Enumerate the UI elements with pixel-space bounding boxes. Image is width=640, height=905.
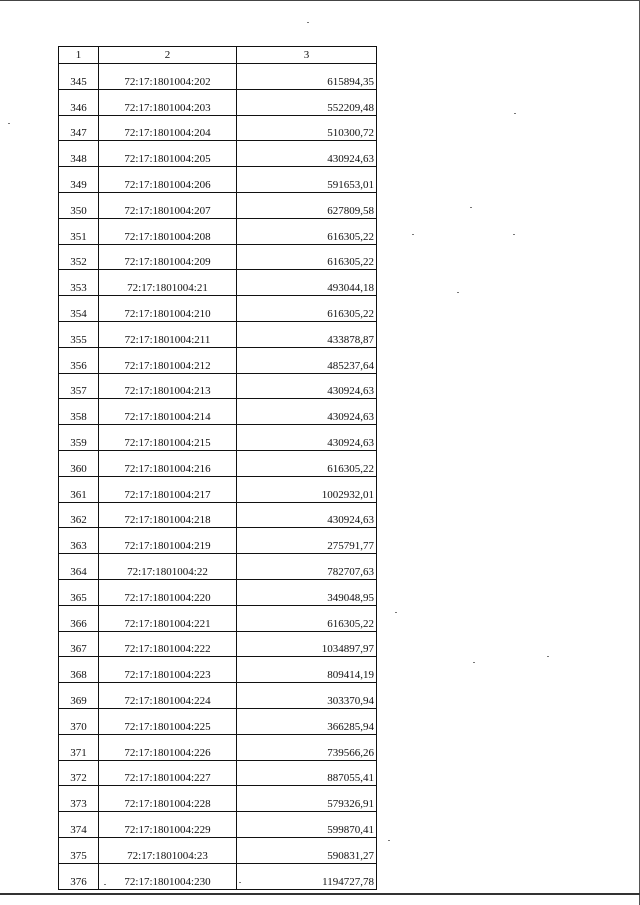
cadastral-value: 303370,94 <box>237 683 377 709</box>
scan-speck <box>388 840 390 841</box>
cadastral-value: 616305,22 <box>237 244 377 270</box>
table-row <box>59 812 377 838</box>
row-number: 360 <box>59 450 99 476</box>
scan-speck <box>395 612 397 613</box>
table-row <box>59 554 377 580</box>
cadastral-value: 782707,63 <box>237 554 377 580</box>
table-row <box>59 64 377 90</box>
cadastral-number: 72:17:1801004:210 <box>99 296 237 322</box>
table-row <box>59 347 377 373</box>
cadastral-number: 72:17:1801004:205 <box>99 141 237 167</box>
table-row <box>59 760 377 786</box>
cadastral-number: 72:17:1801004:23 <box>99 837 237 863</box>
row-number: 353 <box>59 270 99 296</box>
cadastral-value: 599870,41 <box>237 812 377 838</box>
cadastral-number: 72:17:1801004:21 <box>99 270 237 296</box>
row-number: 345 <box>59 64 99 90</box>
row-number: 364 <box>59 554 99 580</box>
cadastral-value: 591653,01 <box>237 167 377 193</box>
row-number: 361 <box>59 476 99 502</box>
column-header-1: 1 <box>59 47 99 64</box>
row-number: 371 <box>59 734 99 760</box>
row-number: 347 <box>59 115 99 141</box>
row-number: 374 <box>59 812 99 838</box>
cadastral-number: 72:17:1801004:211 <box>99 321 237 347</box>
cadastral-value: 349048,95 <box>237 579 377 605</box>
row-number: 373 <box>59 786 99 812</box>
cadastral-value: 809414,19 <box>237 657 377 683</box>
cadastral-value: 590831,27 <box>237 837 377 863</box>
cadastral-value: 430924,63 <box>237 373 377 399</box>
row-number: 362 <box>59 502 99 528</box>
scan-edge-top <box>0 0 640 1</box>
cadastral-number: 72:17:1801004:207 <box>99 192 237 218</box>
cadastral-value: 616305,22 <box>237 605 377 631</box>
scan-speck <box>457 292 459 293</box>
table-row <box>59 425 377 451</box>
row-number: 356 <box>59 347 99 373</box>
cadastral-value: 1034897,97 <box>237 631 377 657</box>
scan-speck <box>470 207 472 208</box>
table-row <box>59 683 377 709</box>
scan-speck <box>513 234 515 235</box>
row-number: 368 <box>59 657 99 683</box>
table-row <box>59 631 377 657</box>
cadastral-value: 366285,94 <box>237 708 377 734</box>
table-row <box>59 863 377 889</box>
cadastral-value: 510300,72 <box>237 115 377 141</box>
cadastral-value: 627809,58 <box>237 192 377 218</box>
cadastral-value-table <box>58 46 377 890</box>
cadastral-value: 493044,18 <box>237 270 377 296</box>
cadastral-number: 72:17:1801004:218 <box>99 502 237 528</box>
cadastral-value: 552209,48 <box>237 89 377 115</box>
cadastral-number: 72:17:1801004:229 <box>99 812 237 838</box>
row-number: 372 <box>59 760 99 786</box>
cadastral-number: 72:17:1801004:216 <box>99 450 237 476</box>
cadastral-value: 485237,64 <box>237 347 377 373</box>
row-number: 346 <box>59 89 99 115</box>
row-number: 369 <box>59 683 99 709</box>
cadastral-value: 1002932,01 <box>237 476 377 502</box>
table-row <box>59 192 377 218</box>
cadastral-number: 72:17:1801004:203 <box>99 89 237 115</box>
cadastral-value: 887055,41 <box>237 760 377 786</box>
scan-speck <box>473 662 475 663</box>
row-number: 366 <box>59 605 99 631</box>
table-row <box>59 734 377 760</box>
cadastral-number: 72:17:1801004:206 <box>99 167 237 193</box>
table-body <box>59 64 377 890</box>
row-number: 354 <box>59 296 99 322</box>
row-number: 375 <box>59 837 99 863</box>
row-number: 349 <box>59 167 99 193</box>
cadastral-value: 739566,26 <box>237 734 377 760</box>
row-number: 365 <box>59 579 99 605</box>
cadastral-number: 72:17:1801004:222 <box>99 631 237 657</box>
cadastral-value: 579326,91 <box>237 786 377 812</box>
cadastral-number: 72:17:1801004:226 <box>99 734 237 760</box>
scan-speck <box>8 123 10 124</box>
table-row <box>59 837 377 863</box>
table-row <box>59 141 377 167</box>
cadastral-number: 72:17:1801004:223 <box>99 657 237 683</box>
scan-speck <box>412 234 414 235</box>
table-row <box>59 167 377 193</box>
cadastral-value: 430924,63 <box>237 399 377 425</box>
table-row <box>59 399 377 425</box>
table-row <box>59 296 377 322</box>
cadastral-value: 275791,77 <box>237 528 377 554</box>
cadastral-value: 430924,63 <box>237 425 377 451</box>
table-row <box>59 218 377 244</box>
row-number: 352 <box>59 244 99 270</box>
row-number: 351 <box>59 218 99 244</box>
cadastral-number: 72:17:1801004:217 <box>99 476 237 502</box>
row-number: 376 <box>59 863 99 889</box>
row-number: 350 <box>59 192 99 218</box>
row-number: 357 <box>59 373 99 399</box>
cadastral-number: 72:17:1801004:212 <box>99 347 237 373</box>
cadastral-value: 430924,63 <box>237 502 377 528</box>
table-row <box>59 89 377 115</box>
scan-edge-bottom <box>0 893 640 895</box>
cadastral-value: 615894,35 <box>237 64 377 90</box>
table-row <box>59 786 377 812</box>
row-number: 370 <box>59 708 99 734</box>
cadastral-value: 616305,22 <box>237 218 377 244</box>
cadastral-number: 72:17:1801004:204 <box>99 115 237 141</box>
cadastral-number: 72:17:1801004:209 <box>99 244 237 270</box>
cadastral-number: 72:17:1801004:228 <box>99 786 237 812</box>
table-row <box>59 528 377 554</box>
cadastral-value: 616305,22 <box>237 296 377 322</box>
table-row <box>59 657 377 683</box>
cadastral-number: 72:17:1801004:219 <box>99 528 237 554</box>
row-number: 359 <box>59 425 99 451</box>
table-row <box>59 115 377 141</box>
scan-speck <box>514 113 516 114</box>
table-row <box>59 321 377 347</box>
table-row <box>59 476 377 502</box>
cadastral-number: 72:17:1801004:202 <box>99 64 237 90</box>
cadastral-number: 72:17:1801004:220 <box>99 579 237 605</box>
table-row <box>59 708 377 734</box>
cadastral-value: 430924,63 <box>237 141 377 167</box>
table-row <box>59 605 377 631</box>
column-header-2: 2 <box>99 47 237 64</box>
scan-speck <box>547 656 549 657</box>
cadastral-number: 72:17:1801004:221 <box>99 605 237 631</box>
scan-speck <box>307 22 309 23</box>
row-number: 358 <box>59 399 99 425</box>
column-header-3: 3 <box>237 47 377 64</box>
table-row <box>59 450 377 476</box>
table-row <box>59 373 377 399</box>
table-row <box>59 579 377 605</box>
table-row <box>59 502 377 528</box>
cadastral-value: 616305,22 <box>237 450 377 476</box>
cadastral-number: 72:17:1801004:225 <box>99 708 237 734</box>
table-row <box>59 270 377 296</box>
cadastral-number: 72:17:1801004:215 <box>99 425 237 451</box>
header-row <box>59 47 377 64</box>
row-number: 367 <box>59 631 99 657</box>
cadastral-number: 72:17:1801004:224 <box>99 683 237 709</box>
table-header <box>59 47 377 64</box>
cadastral-number: 72:17:1801004:214 <box>99 399 237 425</box>
cadastral-number: 72:17:1801004:208 <box>99 218 237 244</box>
cadastral-number: 72:17:1801004:22 <box>99 554 237 580</box>
row-number: 348 <box>59 141 99 167</box>
cadastral-number: 72:17:1801004:227 <box>99 760 237 786</box>
cadastral-value: 1194727,78 <box>237 863 377 889</box>
table-row <box>59 244 377 270</box>
cadastral-value: 433878,87 <box>237 321 377 347</box>
row-number: 363 <box>59 528 99 554</box>
cadastral-number: 72:17:1801004:230 <box>99 863 237 889</box>
row-number: 355 <box>59 321 99 347</box>
cadastral-number: 72:17:1801004:213 <box>99 373 237 399</box>
